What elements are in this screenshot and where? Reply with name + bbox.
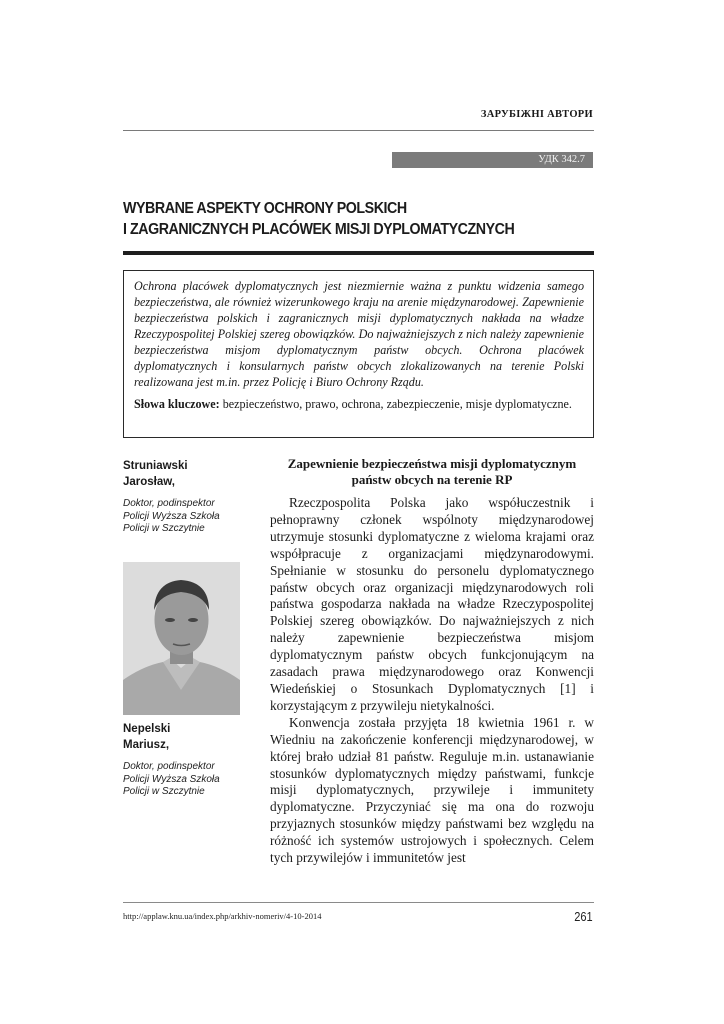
affiliation-line: Policji Wyższa Szkoła	[123, 773, 220, 785]
author-2-affiliation	[123, 761, 248, 799]
affiliation-line: Policji w Szczytnie	[123, 523, 205, 534]
top-rule	[123, 130, 594, 131]
author-2-surname: Nepelski	[123, 723, 171, 735]
author-1	[123, 458, 248, 536]
abstract-box	[123, 270, 594, 438]
body-paragraph-2: Konwencja została przyjęta 18 kwietnia 1961 r. w Wiedniu na zakończenie konferencji międzynarodowej, w której brało udział 81 państw. Reguluje m.in. ustanawianie stosunków dyplomatycznych między państwami, funkcje misji dyplomatycznych, przywileje i immunitety dyplomatyczne. Przyczyniać się ma ona do rozwoju przyjaznych stosunków między państwami bez względu na różność ich systemów ustrojowych i społecznych. Celem tych przywilejów i immunitetów jest	[270, 714, 594, 866]
affiliation-line: Policji w Szczytnie	[123, 786, 205, 797]
title-line-1: WYBRANE ASPEKTY OCHRONY POLSKICH	[123, 200, 407, 217]
keywords	[134, 396, 584, 412]
author-2	[123, 721, 248, 799]
section-heading-line-2: państw obcych na terenie RP	[351, 472, 513, 487]
section-label: ЗАРУБІЖНІ АВТОРИ	[480, 109, 593, 120]
page-number: 261	[574, 909, 593, 924]
title-line-2: I ZAGRANICZNYCH PLACÓWEK MISJI DYPLOMATYCZNYCH	[123, 221, 515, 238]
keywords-list: bezpieczeństwo, prawo, ochrona, zabezpieczenie, misje dyplomatyczne.	[219, 397, 572, 411]
body-paragraph-1: Rzeczpospolita Polska jako współuczestnik i pełnoprawny członek wspólnoty międzynarodowej utrzymuje stosunki dyplomatyczne z wieloma krajami oraz współpracuje z organizacjami międzynarodowymi. Spełnianie w stosunku do personelu dyplomatycznego państw obcych oraz organizacji międzynarodowych roli państwa gospodarza nakłada na władze Rzeczypospolitej Polskiej szereg obowiązków. Do najważniejszych z nich należy zapewnienie bezpieczeństwa misjom dyplomatycznym państw obcych funkcjonującym na zasadach prawa międzynarodowego oraz Konwencji Wiedeńskiej o Stosunkach Dyplomatycznych [1] i korzystającym z przywileju nietykalności.	[270, 495, 594, 713]
author-1-surname: Struniawski	[123, 460, 188, 472]
author-photo	[123, 562, 240, 715]
title-rule	[123, 251, 594, 255]
udk-bar: УДК 342.7	[392, 152, 593, 168]
author-2-firstname: Mariusz,	[123, 739, 170, 751]
abstract-text: Ochrona placówek dyplomatycznych jest niezmiernie ważna z punktu widzenia samego bezpieczeństwa, ale również wizerunkowego kraju na arenie międzynarodowej. Zapewnienie bezpieczeństwa polskich i zagranicznych misji dyplomatycznych nakłada na władze Rzeczypospolitej Polskiej szereg obowiązków. Do najważniejszych z nich należy zapewnienie bezpieczeństwa misjom dyplomatycznym państw obcych. Ochrona placówek dyplomatycznych i konsularnych państw obcych zlokalizowanych na terenie Polski realizowana jest m.in. przez Policję i Biuro Ochrony Rządu.	[134, 279, 584, 389]
author-1-affiliation	[123, 498, 248, 536]
affiliation-line: Policji Wyższa Szkoła	[123, 510, 220, 522]
author-1-firstname: Jarosław,	[123, 476, 175, 488]
footer-rule	[123, 902, 594, 903]
affiliation-line: Doktor, podinspektor	[123, 761, 215, 772]
article-title	[123, 198, 565, 240]
footer-url[interactable]: http://applaw.knu.ua/index.php/arkhiv-nomeriv/4-10-2014	[123, 911, 322, 921]
affiliation-line: Doktor, podinspektor	[123, 498, 215, 509]
section-heading-line-1: Zapewnienie bezpieczeństwa misji dyplomatycznym	[287, 456, 577, 471]
body-column	[270, 456, 594, 867]
keywords-label: Słowa kluczowe:	[134, 397, 220, 411]
portrait-image	[123, 562, 240, 715]
section-heading	[270, 456, 594, 488]
